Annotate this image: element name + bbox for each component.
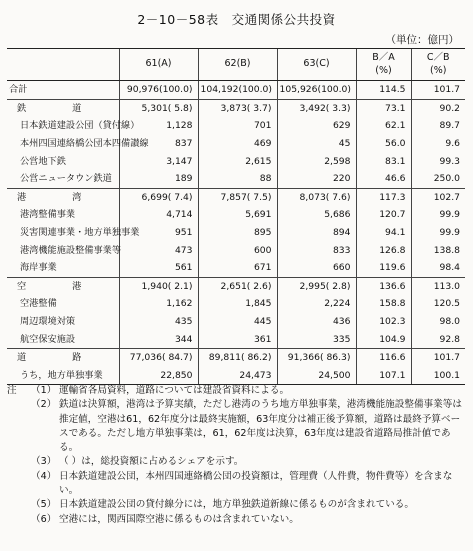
cell: 99.9 [411, 206, 465, 224]
table-row [7, 259, 465, 277]
note-lead [7, 455, 31, 469]
cell: 600 [198, 241, 277, 259]
note-item [7, 498, 467, 512]
cell: 671 [198, 259, 277, 277]
note-lead: 注 [7, 385, 17, 396]
note-lead [7, 513, 31, 527]
table-row [7, 117, 465, 135]
cell: 120.7 [356, 206, 411, 224]
cell: 89,811( 86.2) [198, 348, 277, 366]
cell: 4,714 [119, 206, 198, 224]
cell: 83.1 [356, 152, 411, 170]
table-row [7, 367, 465, 385]
note-text: 日本鉄道建設公団の貸付線分には，地方単独鉄道新線に係るものが含まれている。 [59, 499, 414, 511]
cell: 99.9 [411, 224, 465, 242]
unit-label: （単位：億円） [385, 34, 459, 46]
cell: 102.7 [411, 188, 465, 206]
row-label: 道 路 [7, 348, 119, 366]
note-text: 日本鉄道建設公団，本州四国連絡橋公団の投資額は，管理費（人件費，物件費等）を含まない。 [59, 470, 453, 497]
cell: 120.5 [411, 295, 465, 313]
cell: 101.7 [411, 81, 465, 100]
table-row [7, 313, 465, 331]
header-62: 62(B) [198, 49, 277, 81]
cell: 2,598 [277, 152, 356, 170]
row-label: 航空保安施設 [20, 333, 76, 345]
cell: 98.0 [411, 313, 465, 331]
cell: 62.1 [356, 117, 411, 135]
cell: 5,301( 5.8) [119, 99, 198, 117]
row-label: 周辺環境対策 [20, 315, 76, 327]
note-lead [7, 470, 31, 499]
row-label: 港湾機能施設整備事業等 [20, 244, 122, 256]
row-label: うち，地方単独事業 [7, 367, 119, 385]
table-row [7, 277, 465, 295]
row-label: 本州四国連絡橋公団本四備讃線 [20, 137, 149, 149]
cell: 107.1 [356, 367, 411, 385]
cell: 469 [198, 135, 277, 153]
cell: 104.9 [356, 330, 411, 348]
table-row [7, 81, 465, 100]
note-number: （6） [31, 513, 57, 525]
header-c-over-b: C／B (%) [411, 49, 465, 81]
header-corner [7, 49, 119, 81]
cell: 561 [119, 259, 198, 277]
cell: 138.8 [411, 241, 465, 259]
cell: 189 [119, 170, 198, 188]
table-row [7, 135, 465, 153]
cell: 91,366( 86.3) [277, 348, 356, 366]
cell: 22,850 [119, 367, 198, 385]
table-row [7, 188, 465, 206]
table-row [7, 348, 465, 366]
cell: 3,873( 3.7) [198, 99, 277, 117]
cell: 113.0 [411, 277, 465, 295]
header-61: 61(A) [119, 49, 198, 81]
cell: 117.3 [356, 188, 411, 206]
note-text: 運輸省各局資料，道路については建設省資料による。 [59, 385, 290, 396]
cell: 77,036( 84.7) [119, 348, 198, 366]
cell: 92.8 [411, 330, 465, 348]
cell: 629 [277, 117, 356, 135]
note-number: （3） [31, 456, 57, 468]
cell: 473 [119, 241, 198, 259]
cell: 24,473 [198, 367, 277, 385]
table-body [7, 81, 465, 385]
note-item [7, 513, 467, 527]
note-text: 鉄道は決算額，港湾は予算実績，ただし港湾のうち地方単独事業，港湾機能施設整備事業等は推定値，空港は61，62年度分は最終実施額，63年度分は補正後予算額，道路は最終予算ベースである。ただし地方単独事業は，61，62年度は決算，63年度は建設省道路局推計値である。 [59, 399, 462, 454]
cell: 6,699( 7.4) [119, 188, 198, 206]
cell: 3,492( 3.3) [277, 99, 356, 117]
cell: 894 [277, 224, 356, 242]
note-number: （5） [31, 499, 57, 511]
table-row [7, 152, 465, 170]
cell: 2,224 [277, 295, 356, 313]
cell: 5,686 [277, 206, 356, 224]
cell: 951 [119, 224, 198, 242]
cell: 2,995( 2.8) [277, 277, 356, 295]
cell: 94.1 [356, 224, 411, 242]
cell: 89.7 [411, 117, 465, 135]
cell: 136.6 [356, 277, 411, 295]
cell: 1,162 [119, 295, 198, 313]
note-item [7, 398, 467, 455]
cell: 99.3 [411, 152, 465, 170]
note-number: （2） [31, 399, 57, 411]
cell: 833 [277, 241, 356, 259]
cell: 56.0 [356, 135, 411, 153]
investment-table [7, 48, 465, 385]
cell: 1,940( 2.1) [119, 277, 198, 295]
cell: 114.5 [356, 81, 411, 100]
cell: 701 [198, 117, 277, 135]
note-lead [7, 398, 31, 455]
cell: 660 [277, 259, 356, 277]
table-row [7, 99, 465, 117]
cell: 101.7 [411, 348, 465, 366]
table-row [7, 330, 465, 348]
cell: 73.1 [356, 99, 411, 117]
cell: 2,651( 2.6) [198, 277, 277, 295]
note-number: （4） [31, 470, 57, 482]
cell: 220 [277, 170, 356, 188]
cell: 88 [198, 170, 277, 188]
row-label: 合計 [9, 84, 28, 96]
note-text: （ ）は，総投資額に占めるシェアを示す。 [59, 456, 244, 468]
cell: 90.2 [411, 99, 465, 117]
cell: 361 [198, 330, 277, 348]
cell: 100.1 [411, 367, 465, 385]
cell: 436 [277, 313, 356, 331]
cell: 335 [277, 330, 356, 348]
cell: 445 [198, 313, 277, 331]
row-label: 空港整備 [20, 298, 57, 310]
notes [7, 384, 467, 527]
cell: 1,845 [198, 295, 277, 313]
header-row [7, 49, 465, 81]
table-row [7, 295, 465, 313]
cell: 250.0 [411, 170, 465, 188]
cell: 8,073( 7.6) [277, 188, 356, 206]
header-b-over-a: B／A (%) [356, 49, 411, 81]
table-row [7, 241, 465, 259]
row-label: 港 湾 [7, 188, 119, 206]
table-title: 2－10－58表 交通関係公共投資 [137, 12, 336, 27]
table-row [7, 206, 465, 224]
cell: 435 [119, 313, 198, 331]
header-63: 63(C) [277, 49, 356, 81]
cell: 102.3 [356, 313, 411, 331]
note-text: 空港には，関西国際空港に係るものは含まれていない。 [59, 513, 299, 525]
cell: 9.6 [411, 135, 465, 153]
row-label: 海岸事業 [20, 262, 57, 274]
row-label: 港湾整備事業 [20, 209, 76, 221]
cell: 344 [119, 330, 198, 348]
cell: 45 [277, 135, 356, 153]
row-label: 災害関連事業・地方単独事業 [20, 226, 140, 238]
cell: 1,128 [119, 117, 198, 135]
cell: 98.4 [411, 259, 465, 277]
cell: 105,926(100.0) [277, 81, 356, 100]
cell: 126.8 [356, 241, 411, 259]
row-label: 公営地下鉄 [20, 155, 66, 167]
cell: 7,857( 7.5) [198, 188, 277, 206]
table-row [7, 224, 465, 242]
row-label: 鉄 道 [7, 99, 119, 117]
cell: 90,976(100.0) [119, 81, 198, 100]
cell: 24,500 [277, 367, 356, 385]
cell: 3,147 [119, 152, 198, 170]
cell: 5,691 [198, 206, 277, 224]
cell: 119.6 [356, 259, 411, 277]
row-label: 空 港 [7, 277, 119, 295]
note-number: （1） [31, 385, 57, 396]
cell: 895 [198, 224, 277, 242]
cell: 104,192(100.0) [198, 81, 277, 100]
cell: 2,615 [198, 152, 277, 170]
note-item [7, 470, 467, 499]
note-item [7, 384, 467, 398]
note-lead [7, 498, 31, 512]
cell: 158.8 [356, 295, 411, 313]
cell: 837 [119, 135, 198, 153]
row-label: 公営ニュータウン鉄道 [20, 173, 112, 185]
cell: 116.6 [356, 348, 411, 366]
row-label: 日本鉄道建設公団（貸付線） [20, 120, 140, 132]
cell: 46.6 [356, 170, 411, 188]
note-item [7, 455, 467, 469]
table-row [7, 170, 465, 188]
